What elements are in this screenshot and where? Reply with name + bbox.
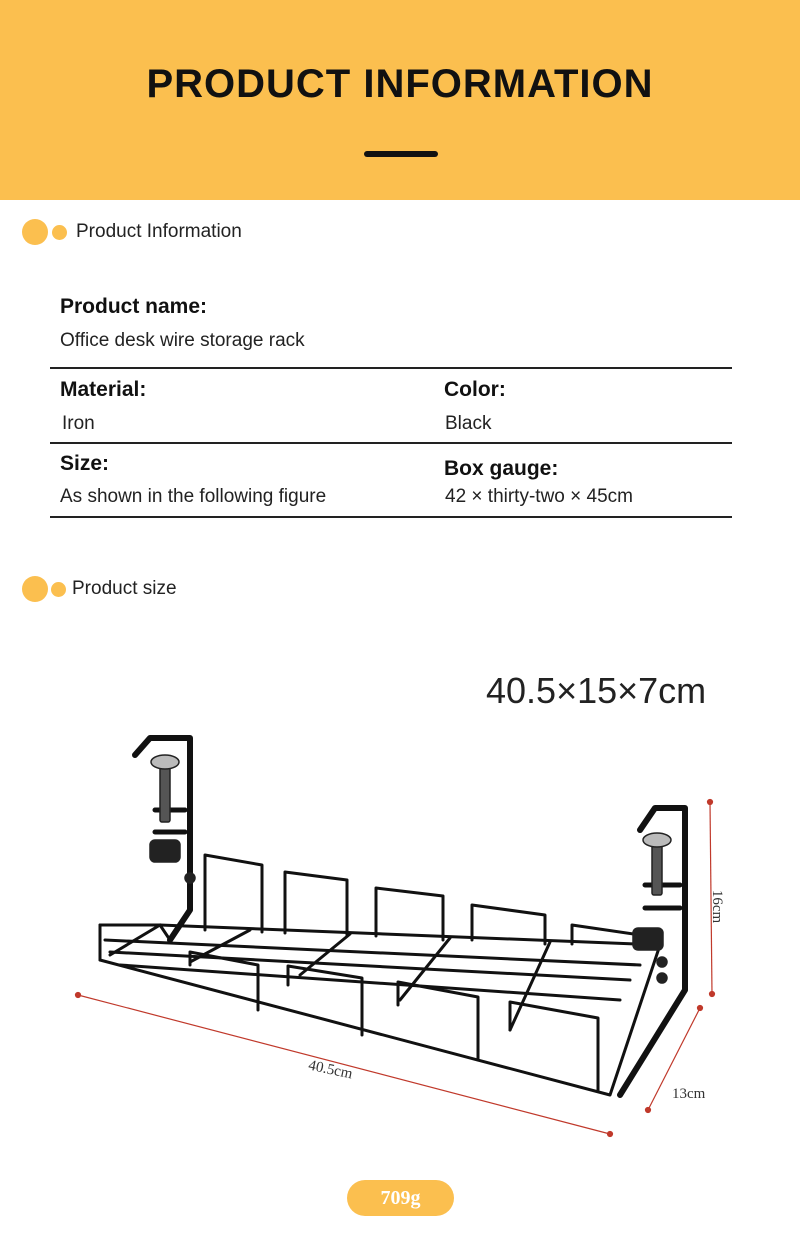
color-value: Black — [445, 413, 492, 434]
material-value: Iron — [62, 413, 95, 434]
color-title: Color: — [444, 378, 506, 401]
section-label: Product size — [72, 578, 177, 599]
depth-label: 13cm — [672, 1086, 706, 1102]
height-label: 16cm — [709, 889, 726, 924]
page-title: PRODUCT INFORMATION — [146, 62, 654, 106]
product-name-title: Product name: — [60, 295, 208, 318]
size-title: Size: — [60, 452, 110, 475]
length-label: 40.5cm — [306, 1057, 354, 1083]
divider — [50, 367, 732, 369]
bullet-dot-large — [22, 219, 48, 245]
title-underline — [364, 151, 438, 157]
box-gauge-value: 42 × thirty-two × 45cm — [445, 486, 633, 507]
material-title: Material: — [60, 378, 147, 401]
bullet-dot-small — [51, 582, 66, 597]
divider — [50, 442, 732, 444]
section-label: Product Information — [76, 221, 242, 242]
size-value: As shown in the following figure — [60, 486, 327, 507]
bullet-dot-large — [22, 576, 48, 602]
header-banner — [0, 0, 800, 200]
product-name-value: Office desk wire storage rack — [60, 330, 305, 351]
weight-badge: 709g — [347, 1180, 454, 1216]
overall-dimensions: 40.5×15×7cm — [486, 670, 707, 711]
box-gauge-title: Box gauge: — [444, 457, 559, 480]
bullet-dot-small — [52, 225, 67, 240]
divider — [50, 516, 732, 518]
